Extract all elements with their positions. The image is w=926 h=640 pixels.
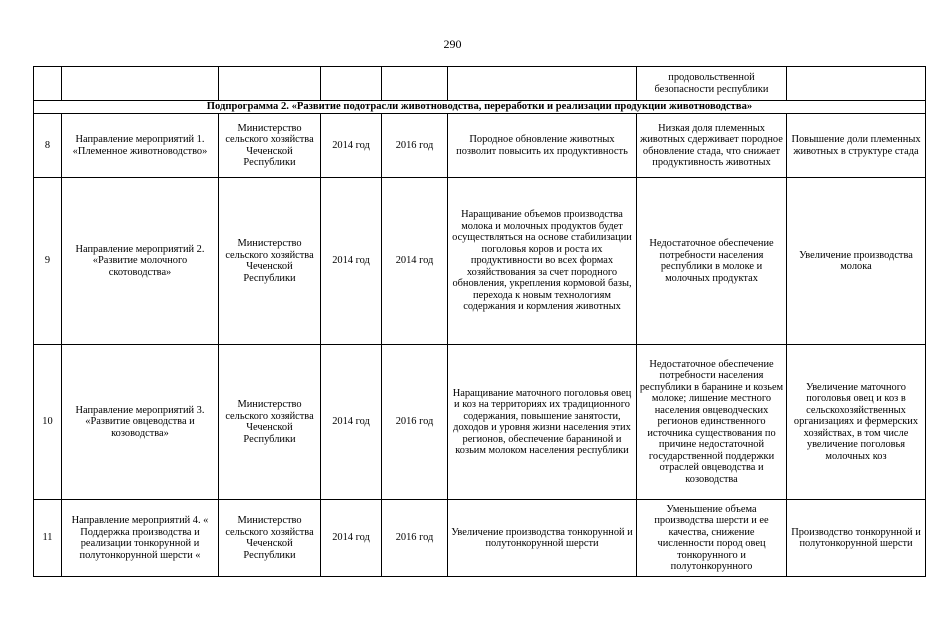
continuation-row [34, 67, 926, 101]
row-risk: Недостаточное обеспечение потребности населения республики в баранине и козьем молоке; лишение местного населения овцеводческих регионов единственного источника существования по причине недостаточной государственной поддержки отраслей овцеводства и козоводства [637, 345, 787, 500]
cell-executor [219, 67, 321, 101]
row-risk: Уменьшение объема производства шерсти и ее качества, снижение численности пород овец тонкорунного и полутонкорунного [637, 500, 787, 577]
row-result: Увеличение маточного поголовья овец и коз в сельскохозяйственных организациях и фермерских хозяйствах, в том числе увеличение поголовья молочных коз [787, 345, 926, 500]
row-end-year: 2014 год [382, 178, 448, 345]
row-result: Производство тонкорунной и полутонкорунной шерсти [787, 500, 926, 577]
row-content: Породное обновление животных позволит повысить их продуктивность [448, 114, 637, 178]
cell-start [321, 67, 382, 101]
row-number: 11 [34, 500, 62, 577]
row-end-year: 2016 год [382, 114, 448, 178]
cell-direction [62, 67, 219, 101]
row-number: 10 [34, 345, 62, 500]
cell-content [448, 67, 637, 101]
row-number: 9 [34, 178, 62, 345]
table-row [34, 345, 926, 500]
subprogram-title: Подпрограмма 2. «Развитие подотрасли животноводства, переработки и реализации продукции животноводства» [34, 101, 926, 114]
page-number: 290 [443, 37, 462, 51]
table-row [34, 178, 926, 345]
row-content: Наращивание объемов производства молока и молочных продуктов будет осуществляться на основе стабилизации поголовья коров и роста их продуктивности во всех формах хозяйствования за счет породного обновления, укрепления кормовой базы, перехода к новым технологиям содержания и кормления животных [448, 178, 637, 345]
row-end-year: 2016 год [382, 345, 448, 500]
row-executor: Министерство сельского хозяйства Чеченской Республики [219, 178, 321, 345]
row-result: Повышение доли племенных животных в структуре стада [787, 114, 926, 178]
row-executor: Министерство сельского хозяйства Чеченской Республики [219, 345, 321, 500]
table-row [34, 500, 926, 577]
row-direction: Направление мероприятий 3. «Развитие овцеводства и козоводства» [62, 345, 219, 500]
row-direction: Направление мероприятий 4. « Поддержка производства и реализации тонкорунной и полутонкорунной шерсти « [62, 500, 219, 577]
row-executor: Министерство сельского хозяйства Чеченской Республики [219, 500, 321, 577]
subprogram-heading-row [34, 101, 926, 114]
row-start-year: 2014 год [321, 114, 382, 178]
row-risk: Недостаточное обеспечение потребности населения республики в молоке и молочных продуктах [637, 178, 787, 345]
row-start-year: 2014 год [321, 500, 382, 577]
row-content: Наращивание маточного поголовья овец и коз на территориях их традиционного содержания, повышение занятости, доходов и уровня жизни населения этих регионов, обеспечение бараниной и козьим молоком населения республики [448, 345, 637, 500]
row-content: Увеличение производства тонкорунной и полутонкорунной шерсти [448, 500, 637, 577]
row-start-year: 2014 год [321, 178, 382, 345]
cell-num [34, 67, 62, 101]
row-number: 8 [34, 114, 62, 178]
row-direction: Направление мероприятий 2. «Развитие молочного скотоводства» [62, 178, 219, 345]
measures-table [33, 66, 926, 577]
cell-result [787, 67, 926, 101]
row-direction: Направление мероприятий 1. «Племенное животноводство» [62, 114, 219, 178]
row-risk: Низкая доля племенных животных сдерживает породное обновление стада, что снижает продуктивность животных [637, 114, 787, 178]
table-row [34, 114, 926, 178]
row-end-year: 2016 год [382, 500, 448, 577]
cell-end [382, 67, 448, 101]
row-start-year: 2014 год [321, 345, 382, 500]
cell-risk: продовольственной безопасности республики [637, 67, 787, 101]
row-result: Увеличение производства молока [787, 178, 926, 345]
row-executor: Министерство сельского хозяйства Чеченской Республики [219, 114, 321, 178]
